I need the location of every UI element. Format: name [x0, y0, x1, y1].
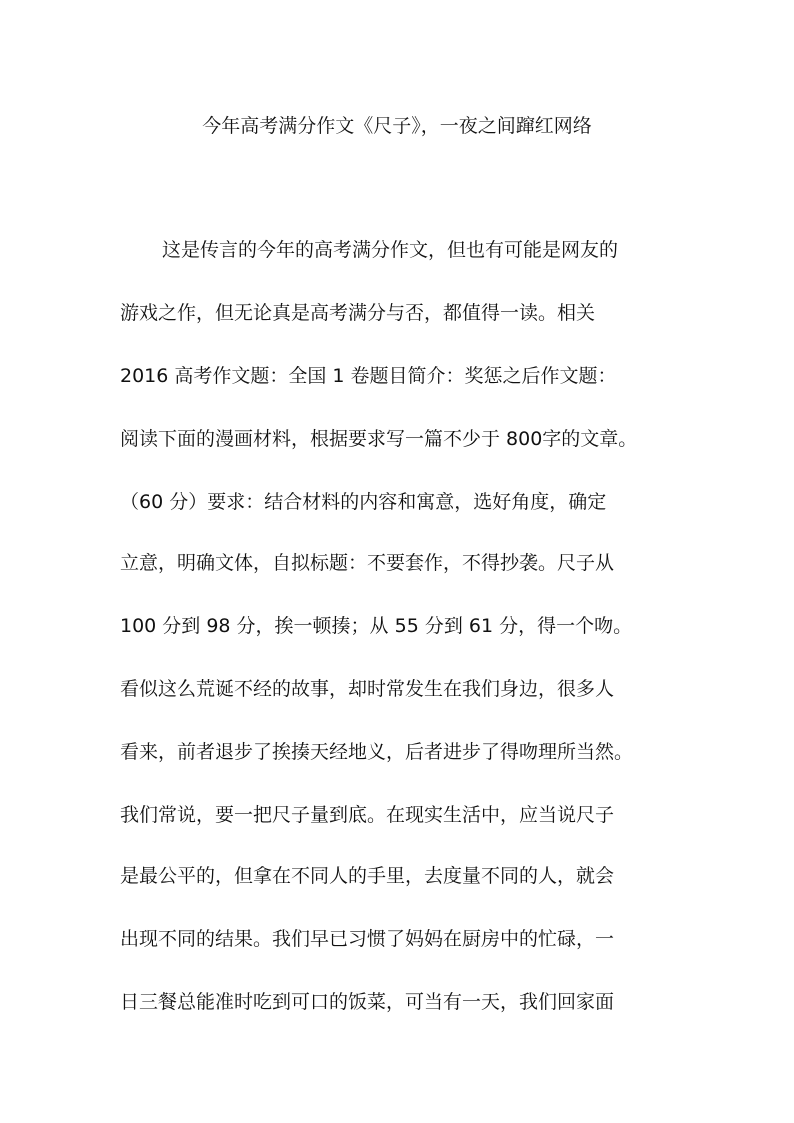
paragraph-line-12: 出现不同的结果。我们早已习惯了妈妈在厨房中的忙碌，一	[120, 928, 615, 950]
paragraph-line-8: 看似这么荒诞不经的故事，却时常发生在我们身边，很多人	[120, 678, 615, 700]
paragraph-line-13: 日三餐总能准时吃到可口的饭菜，可当有一天，我们回家面	[120, 991, 615, 1013]
paragraph-line-1: 这是传言的今年的高考满分作文，但也有可能是网友的	[162, 239, 619, 261]
paragraph-line-7: 100 分到 98 分，挨一顿揍；从 55 分到 61 分，得一个吻。	[120, 615, 633, 637]
paragraph-line-5: （60 分）要求：结合材料的内容和寓意，选好角度，确定	[120, 491, 607, 513]
paragraph-line-10: 我们常说，要一把尺子量到底。在现实生活中，应当说尺子	[120, 804, 615, 826]
paragraph-line-9: 看来，前者退步了挨揍天经地义，后者进步了得吻理所当然。	[120, 741, 634, 763]
paragraph-line-11: 是最公平的，但拿在不同人的手里，去度量不同的人，就会	[120, 865, 615, 887]
paragraph-line-3: 2016 高考作文题：全国 1 卷题目简介：奖惩之后作文题：	[120, 365, 617, 387]
document-title: 今年高考满分作文《尺子》，一夜之间蹿红网络	[202, 115, 592, 137]
paragraph-line-6: 立意，明确文体，自拟标题：不要套作，不得抄袭。尺子从	[120, 552, 615, 574]
paragraph-line-4: 阅读下面的漫画材料，根据要求写一篇不少于 800字的文章。	[120, 428, 638, 450]
paragraph-line-2: 游戏之作，但无论真是高考满分与否，都值得一读。相关	[120, 302, 596, 324]
